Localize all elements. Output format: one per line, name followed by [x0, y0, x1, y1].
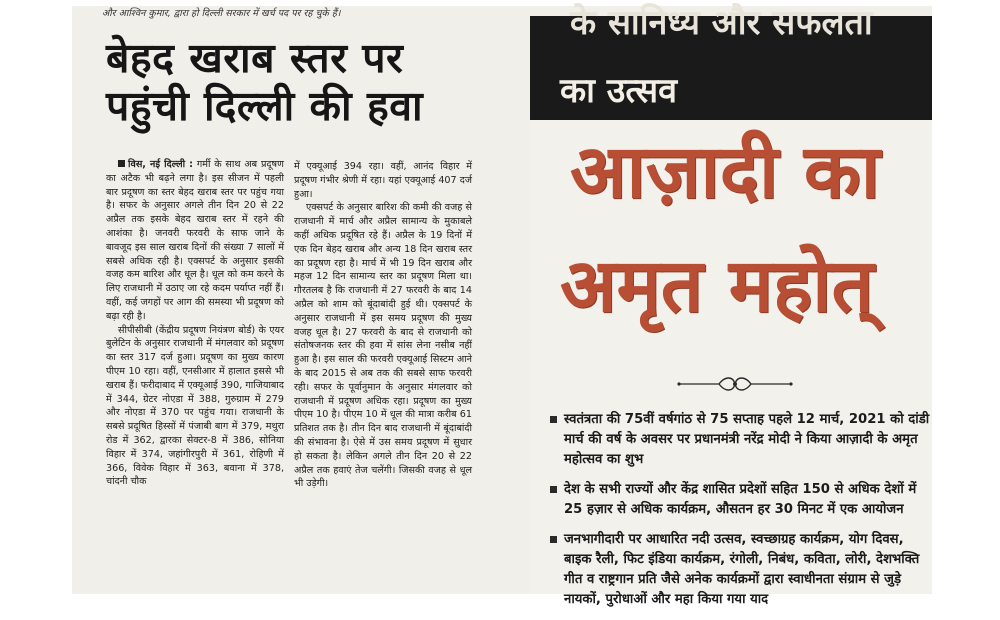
article-paragraph: में एक्यूआई 394 रहा। वहीं, आनंद विहार में प्रदूषण गंभीर श्रेणी में रहा। यहां एक्यूआई 407 दर्ज हुआ।	[294, 161, 472, 200]
square-bullet-icon	[118, 160, 125, 167]
banner-line-1: के सानिध्य और सफलता	[570, 3, 873, 43]
article-headline	[106, 34, 486, 130]
square-bullet-icon	[550, 486, 557, 493]
list-item: देश के सभी राज्यों और केंद्र शासित प्रदेशों सहित 150 से अधिक देशों में 25 हज़ार से अधिक कार्यक्रम, औसतन हर 30 मिनट में एक आयोजन	[550, 480, 932, 520]
ornament-divider-icon	[675, 374, 795, 394]
black-banner	[530, 3, 932, 120]
article-paragraph: एक्सपर्ट के अनुसार बारिश की कमी की वजह से राजधानी में मार्च और अप्रैल सामान्य के मुकाबले कहीं अधिक प्रदूषित रहे हैं। अप्रैल के 19 दिनों में एक दिन बेहद खराब और अन्य 18 दिन खराब स्तर का प्रदूषण रहा है। मार्च में भी 19 दिन खराब और महज 12 दिन सामान्य स्तर का प्रदूषण मिला था। गौरतलब है कि राजधानी में 27 फरवरी के बाद 14 अप्रैल को शाम को बूंदाबांदी हुई थी। एक्सपर्ट के अनुसार राजधानी में इस समय प्रदूषण की मुख्य वजह धूल है। 27 फरवरी के बाद से राजधानी को संतोषजनक स्तर की हवा में सांस लेना नसीब नहीं हुआ है। इस साल की फरवरी एक्यूआई सिस्टम आने के बाद 2015 से अब तक की सबसे साफ फरवरी रही। सफर के पूर्वानुमान के अनुसार मंगलवार को राजधानी में प्रदूषण अधिक रहा। प्रदूषण का मुख्य पीएम 10 है। पीएम 10 में धूल की मात्रा करीब 61 प्रतिशत तक है। तीन दिन बाद राजधानी में बूंदाबांदी की संभावना है। ऐसे में उस समय प्रदूषण में सुधार हो सकता है। लेकिन अगले तीन दिन 20 से 22 अप्रैल तक हवाएं तेज चलेंगी। जिसकी वजह से धूल भी उड़ेगी।	[294, 202, 472, 490]
list-item: स्वतंत्रता की 75वीं वर्षगांठ से 75 सप्ताह पहले 12 मार्च, 2021 को दांडी मार्च की वर्ष के अवसर पर प्रधानमंत्री नरेंद्र मोदी ने किया आज़ादी के अमृत महोत्सव का शुभ	[550, 410, 932, 470]
feature-title-line-1: आज़ादी का	[570, 129, 880, 215]
headline-line-1: बेहद खराब स्तर पर	[106, 34, 404, 82]
square-bullet-icon	[550, 416, 557, 423]
article-paragraph: विस, नई दिल्ली : गर्मी के साथ अब प्रदूषण का अटैक भी बढ़ने लगा है। इस सीजन में पहली बार प्रदूषण का स्तर बेहद खराब स्तर पर पहुंच गया है। सफर के अनुसार अगले तीन दिन 20 से 22 अप्रैल तक इसके बेहद खराब स्तर में रहने की आशंका है। जनवरी फरवरी के साफ जाने के बावजूद इस साल खराब दिनों की संख्या 7 सालों में सबसे अधिक रही है। एक्सपर्ट के अनुसार इसकी वजह कम बारिश और धूल है। धूल को कम करने के लिए राजधानी में उठाए जा रहे कदम पर्याप्त नहीं हैं। वहीं, कई जगहों पर आग की समस्या भी प्रदूषण को बढ़ा रही है।	[106, 159, 284, 322]
article-paragraph: सीपीसीबी (केंद्रीय प्रदूषण नियंत्रण बोर्ड) के एयर बुलेटिन के अनुसार राजधानी में मंगलवार को प्रदूषण का स्तर 317 दर्ज हुआ। प्रदूषण का मुख्य कारण पीएम 10 रहा। वहीं, एनसीआर में हालात इससे भी खराब हैं। फरीदाबाद में एक्यूआई 390, गाजियाबाद में 344, ग्रेटर नोएडा में 388, गुरुग्राम में 279 और नोएडा में 370 पर पहुंच गया। राजधानी के सबसे प्रदूषित हिस्सों में पंजाबी बाग में 379, मथुरा रोड में 362, द्वारका सेक्टर-8 में 386, सोनिया विहार में 374, जहांगीरपुरी में 361, रोहिणी में 366, विवेक विहार में 363, बवाना में 378, चांदनी चौक	[106, 324, 284, 488]
dateline: विस, नई दिल्ली :	[128, 159, 194, 170]
feature-title-line-2: अमृत महोत्	[560, 243, 874, 329]
list-item: जनभागीदारी पर आधारित नदी उत्सव, स्वच्छाग्रह कार्यक्रम, योग दिवस, बाइक रैली, फिट इंडिया कार्यक्रम, रंगोली, निबंध, कविता, लोरी, देशभक्ति गीत व राष्ट्रगान प्रति जैसे अनेक कार्यक्रमों द्वारा स्वाधीनता संग्राम से जुड़े नायकों, पुरोधाओं और महा किया गया याद	[550, 530, 932, 610]
article-column-2	[294, 160, 472, 588]
headline-line-2: पहुंची दिल्ली की हवा	[106, 82, 424, 130]
delhi-air-article	[76, 28, 524, 588]
feature-points-list	[550, 410, 932, 620]
banner-line-2: का उत्सव	[560, 71, 677, 111]
newspaper-clipping	[72, 3, 932, 607]
top-cutoff-text: और आश्विन कुमार, द्वारा हो दिल्ली सरकार में खर्च पद पर रह चुके हैं।	[102, 8, 341, 19]
article-column-1	[106, 158, 284, 588]
amrit-mahotsav-feature	[530, 3, 932, 607]
square-bullet-icon	[550, 536, 557, 543]
